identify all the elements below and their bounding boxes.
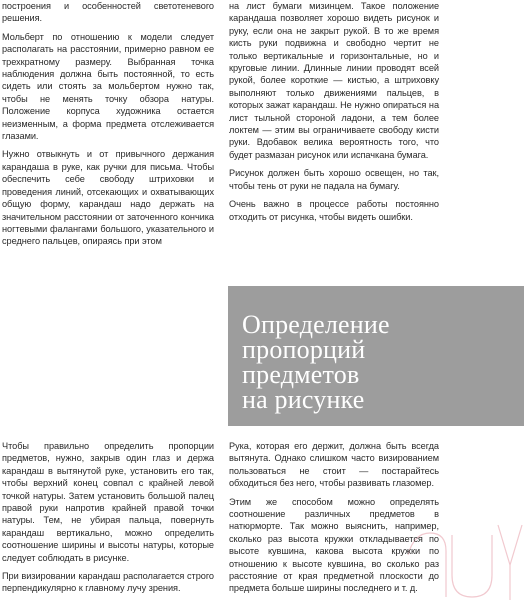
section-heading-line: предметов (242, 360, 360, 389)
section-heading-line: на рисунке (242, 385, 365, 414)
paragraph: Чтобы правильно определить пропорции предметов, нужно, закрыв один глаз и держа карандаш в вытянутой руке, установить его так, чтобы верхний конец совпал с крайней левой точкой натуры. Затем установить большой палец правой руки напротив крайней правой точки натуры. Тем, не убирая пальца, повернуть карандаш вертикально, можно определить соотношение ширины и высоты натуры, которые следует соблюдать в рисунке. (2, 441, 214, 563)
paragraph: Очень важно в процессе работы постоянно отходить от рисунка, чтобы видеть ошибки. (229, 199, 439, 222)
paragraph: Рисунок должен быть хорошо освещен, но так, чтобы тень от руки не падала на бумагу. (229, 168, 439, 191)
section-heading-line: пропорций (242, 335, 366, 364)
paragraph: Этим же способом можно определять соотношение различных предметов в натюрморте. Так можно выяснить, например, сколько раз высота кружки откладывается по высоте кувшина, какова высота кружки по отношению к высоте кувшина, во сколько раз расстояние от края предметной плоскости до предмета больше ширины последнего и т. д. (229, 496, 439, 594)
text-column-bottom-right (229, 440, 439, 601)
paragraph: на лист бумаги мизинцем. Такое положение карандаша позволяет хорошо видеть рисунок и руку, если она не закрыт рукой. В то же время кисть руки подвижна и свободно чертит не только вертикальные и горизонтальные, но и круговые линии. Длинные линии проводят всей рукой, более короткие — кистью, а штриховку выполняют только движениями пальцев, в которых зажат карандаш. Не нужно опираться на лист тыльной стороной ладони, а тем более локтем — этим вы ограничиваете свободу кисти руки. Вдобавок велика вероятность того, что будет размазан рисунок или испачкана бумага. (229, 1, 439, 160)
paragraph: При визировании карандаш располагается строго перпендикулярно к главному лучу зрения. (2, 571, 214, 594)
text-column-top-right (229, 0, 439, 229)
section-heading (242, 312, 390, 412)
paragraph: построения и особенностей светотеневого решения. (2, 1, 214, 24)
text-column-bottom-left (2, 440, 214, 601)
text-column-top-left (2, 0, 214, 254)
paragraph: Мольберт по отношению к модели следует располагать на расстоянии, примерно равном ее трехкратному размеру. Выбранная точка наблюдения должна быть постоянной, то есть сидеть или стоять за мольбертом нужно так, чтобы не менять точку обзора натуры. Положение корпуса художника остается неизменным, а форма предмета отслеживается глазами. (2, 31, 214, 142)
section-heading-box (228, 286, 524, 426)
section-heading-line: Определение (242, 310, 390, 339)
paragraph: Нужно отвыкнуть и от привычного держания карандаша в руке, как ручки для письма. Чтобы обеспечить себе свободу штриховки и проведения линий, отсекающих и охватывающих общую форму, карандаш надо держать на значительном расстоянии от заточенного кончика ногтевыми фалангами большого, указательного и среднего пальцев, опираясь при этом (2, 149, 214, 247)
paragraph: Рука, которая его держит, должна быть всегда вытянута. Однако слишком часто визированием пользоваться не стоит — постарайтесь обходиться без него, чтобы развивать глазомер. (229, 441, 439, 489)
